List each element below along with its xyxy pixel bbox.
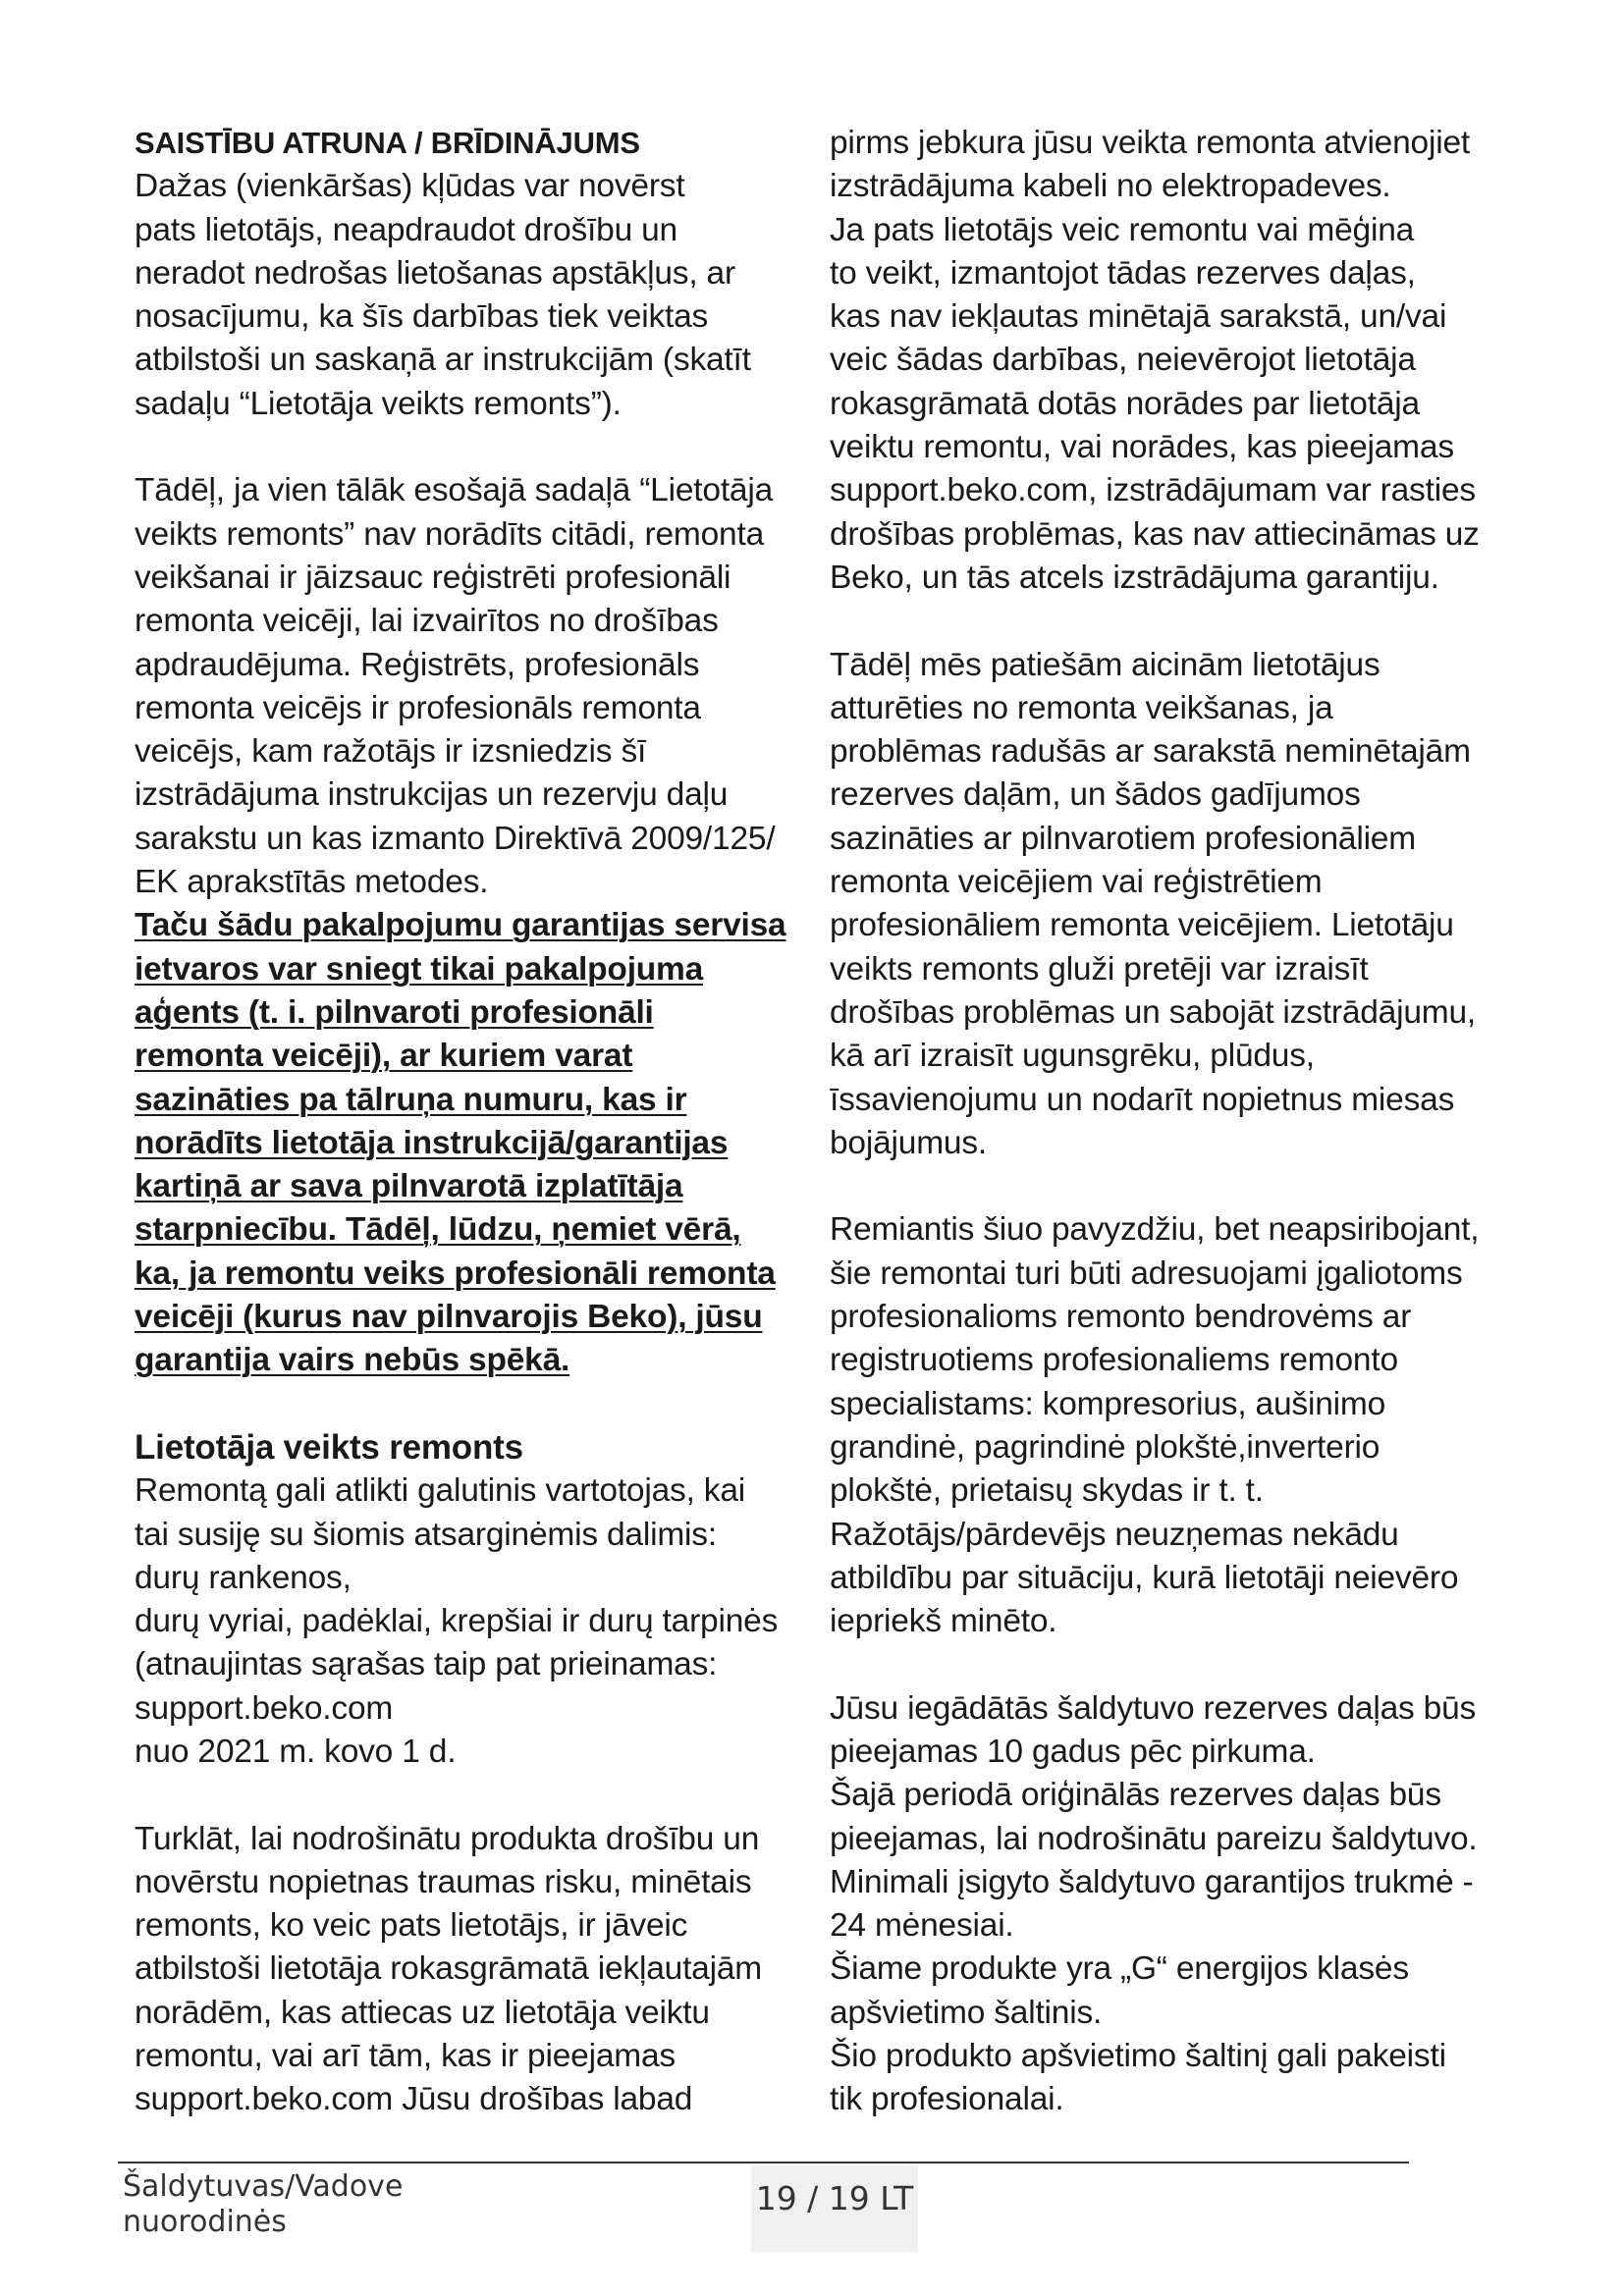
left-paragraph-gap <box>135 1383 802 1426</box>
right-text-line: iepriekš minēto. <box>830 1603 1057 1640</box>
left-text-line: remonta veicējs ir profesionāls remonta <box>135 689 701 726</box>
left-text-line: ietvaros var sniegt tikai pakalpojuma <box>135 950 704 988</box>
right-text-line: specialistams: kompresorius, aušinimo <box>830 1385 1386 1422</box>
right-text-line: problēmas radušās ar sarakstā neminētajām <box>830 733 1471 771</box>
right-text-line: drošības problēmas un sabojāt izstrādājumu, <box>830 993 1477 1031</box>
right-text-line: apšvietimo šaltinis. <box>830 1994 1103 2031</box>
left-text-line: sadaļu “Lietotāja veikts remonts”). <box>135 385 622 422</box>
left-text-line: pats lietotājs, neapdraudot drošību un <box>135 211 677 248</box>
right-column <box>830 122 1517 2122</box>
right-text-line: atturēties no remonta veikšanas, ja <box>830 689 1333 726</box>
left-text-line: nosacījumu, ka šīs darbības tiek veiktas <box>135 298 709 336</box>
left-text-line: sarakstu un kas izmanto Direktīvā 2009/125/ <box>135 820 776 857</box>
left-text-line: durų rankenos, <box>135 1559 352 1596</box>
right-text-line: drošības problēmas, kas nav attiecināmas uz <box>830 515 1480 553</box>
left-text-line: atbilstoši lietotāja rokasgrāmatā iekļautajām <box>135 1950 762 1988</box>
left-text-line: tai susiję su šiomis atsarginėmis dalimis: <box>135 1516 717 1553</box>
left-text-line: ka, ja remontu veiks profesionāli remonta <box>135 1255 776 1292</box>
left-text-line: veicēji (kurus nav pilnvarojis Beko), jūsu <box>135 1299 763 1336</box>
right-text-line: veiktu remontu, vai norādes, kas pieejamas <box>830 429 1454 466</box>
left-text-line: veicējs, kam ražotājs ir izsniedzis šī <box>135 733 647 771</box>
left-text-line: nuo 2021 m. kovo 1 d. <box>135 1733 457 1770</box>
left-text-line: norādīts lietotāja instrukcijā/garantijas <box>135 1124 729 1161</box>
left-text-line: EK aprakstītās metodes. <box>135 864 489 901</box>
left-text-line: neradot nedrošas lietošanas apstākļus, ar <box>135 254 735 292</box>
right-text-line: īssavienojumu un nodarīt nopietnus miesas <box>830 1081 1455 1118</box>
page-number: 19 / 19 LT <box>755 2179 914 2217</box>
left-text-line: remontu, vai arī tām, kas ir pieejamas <box>135 2038 676 2075</box>
left-paragraph-gap <box>135 1774 802 1817</box>
right-text-line: Jūsu iegādātās šaldytuvo rezerves daļas būs <box>830 1689 1477 1727</box>
right-text-line: remonta veicējiem vai reģistrētiem <box>830 864 1323 901</box>
right-text-line: pieejamas 10 gadus pēc pirkuma. <box>830 1733 1316 1770</box>
left-text-line: remonts, ko veic pats lietotājs, ir jāveic <box>135 1907 688 1945</box>
right-text-line: rokasgrāmatā dotās norādes par lietotāja <box>830 385 1420 422</box>
right-text-line: kas nav iekļautas minētajā sarakstā, un/vai <box>830 298 1447 336</box>
left-text-line: veikšanai ir jāizsauc reģistrēti profesionāli <box>135 559 731 596</box>
right-paragraph-gap <box>830 1643 1517 1686</box>
right-text-line: Ja pats lietotājs veic remontu vai mēģina <box>830 211 1415 248</box>
left-text-line: remonta veicēji), ar kuriem varat <box>135 1038 633 1075</box>
left-text-line: atbilstoši un saskaņā ar instrukcijām (skatīt <box>135 342 751 379</box>
right-paragraph-gap <box>830 1165 1517 1208</box>
right-text-line: veikts remonts gluži pretēji var izraisīt <box>830 950 1369 988</box>
right-text-line: šie remontai turi būti adresuojami įgaliotoms <box>830 1255 1463 1292</box>
right-text-line: kā arī izraisīt ugunsgrēku, plūdus, <box>830 1038 1315 1075</box>
left-text-line: novērstu nopietnas traumas risku, minētais <box>135 1863 752 1900</box>
left-column <box>135 122 802 2122</box>
left-text-line: kartiņā ar sava pilnvarotā izplatītāja <box>135 1168 683 1205</box>
left-text-line: norādēm, kas attiecas uz lietotāja veiktu <box>135 1994 710 2031</box>
right-text-line: Šajā periodā oriģinālās rezerves daļas būs <box>830 1777 1441 1814</box>
right-text-line: Remiantis šiuo pavyzdžiu, bet neapsiribojant, <box>830 1211 1480 1249</box>
left-text-line: remonta veicēji, lai izvairītos no drošības <box>135 603 719 640</box>
left-text-line: apdraudējuma. Reģistrēts, profesionāls <box>135 646 700 683</box>
footer-doc-title <box>123 2169 403 2240</box>
right-text-line: bojājumus. <box>830 1124 988 1161</box>
left-text-line: sazināties pa tālruņa numuru, kas ir <box>135 1081 687 1118</box>
right-text-line: pirms jebkura jūsu veikta remonta atvienojiet <box>830 125 1471 161</box>
right-text-line: registruotiems profesionaliems remonto <box>830 1342 1398 1379</box>
left-text-line: izstrādājuma instrukcijas un rezervju daļu <box>135 776 729 814</box>
right-text-line: veic šādas darbības, neievērojot lietotāja <box>830 342 1416 379</box>
right-text-line: grandinė, pagrindinė plokštė,inverterio <box>830 1428 1380 1466</box>
right-text-line: pieejamas, lai nodrošinātu pareizu šaldytuvo. <box>830 1820 1478 1857</box>
left-text-line: garantija vairs nebūs spēkā. <box>135 1342 570 1379</box>
left-text-line: veikts remonts” nav norādīts citādi, remonta <box>135 515 764 553</box>
left-paragraph-gap <box>135 426 802 469</box>
right-text-line: support.beko.com, izstrādājumam var rasties <box>830 472 1476 509</box>
left-text-line: support.beko.com Jūsu drošības labad <box>135 2081 693 2118</box>
right-text-line: sazināties ar pilnvarotiem profesionāliem <box>830 820 1416 857</box>
right-text-line: profesionalioms remonto bendrovėms ar <box>830 1299 1412 1336</box>
left-text-line: support.beko.com <box>135 1689 394 1727</box>
right-text-line: Minimali įsigyto šaldytuvo garantijos trukmė - <box>830 1863 1474 1900</box>
left-text-line: Remontą gali atlikti galutinis vartotojas, kai <box>135 1472 746 1510</box>
left-text-line: (atnaujintas sąrašas taip pat prieinamas: <box>135 1646 718 1683</box>
right-text-line: rezerves daļām, un šādos gadījumos <box>830 776 1361 814</box>
left-text-line: Taču šādu pakalpojumu garantijas servisa <box>135 907 786 944</box>
right-text-line: plokštė, prietaisų skydas ir t. t. <box>830 1472 1264 1510</box>
footer-divider <box>118 2162 1409 2163</box>
right-text-line: Ražotājs/pārdevējs neuzņemas nekādu <box>830 1516 1399 1553</box>
left-text-line: Dažas (vienkāršas) kļūdas var novērst <box>135 168 685 205</box>
right-paragraph-gap <box>830 600 1517 643</box>
left-text-line: Tādēļ, ja vien tālāk esošajā sadaļā “Lietotāja <box>135 472 774 509</box>
right-text-line: 24 mėnesiai. <box>830 1907 1014 1945</box>
right-text-line: to veikt, izmantojot tādas rezerves daļas, <box>830 254 1416 292</box>
left-text-line: durų vyriai, padėklai, krepšiai ir durų tarpinės <box>135 1603 779 1640</box>
right-text-line: Beko, un tās atcels izstrādājuma garantiju. <box>830 559 1439 596</box>
right-text-line: izstrādājuma kabeli no elektropadeves. <box>830 168 1391 205</box>
footer-doc-title-line2: nuorodinės <box>123 2205 287 2239</box>
left-text-line: Turklāt, lai nodrošinātu produkta drošību un <box>135 1820 760 1857</box>
left-text-line: aģents (t. i. pilnvaroti profesionāli <box>135 993 654 1031</box>
right-text-line: tik profesionalai. <box>830 2081 1064 2118</box>
right-text-line: Šio produkto apšvietimo šaltinį gali pakeisti <box>830 2038 1446 2075</box>
right-text-line: Šiame produkte yra „G“ energijos klasės <box>830 1950 1409 1988</box>
right-text-line: Tādēļ mēs patiešām aicinām lietotājus <box>830 646 1380 683</box>
left-text-line: starpniecību. Tādēļ, lūdzu, ņemiet vērā, <box>135 1211 741 1249</box>
left-heading: Lietotāja veikts remonts <box>135 1427 523 1467</box>
left-heading: SAISTĪBU ATRUNA / BRĪDINĀJUMS <box>135 126 640 160</box>
right-text-line: atbildību par situāciju, kurā lietotāji neievēro <box>830 1559 1459 1596</box>
right-text-line: profesionāliem remonta veicējiem. Lietotāju <box>830 907 1454 944</box>
footer-doc-title-line1: Šaldytuvas/Vadove <box>123 2169 404 2204</box>
